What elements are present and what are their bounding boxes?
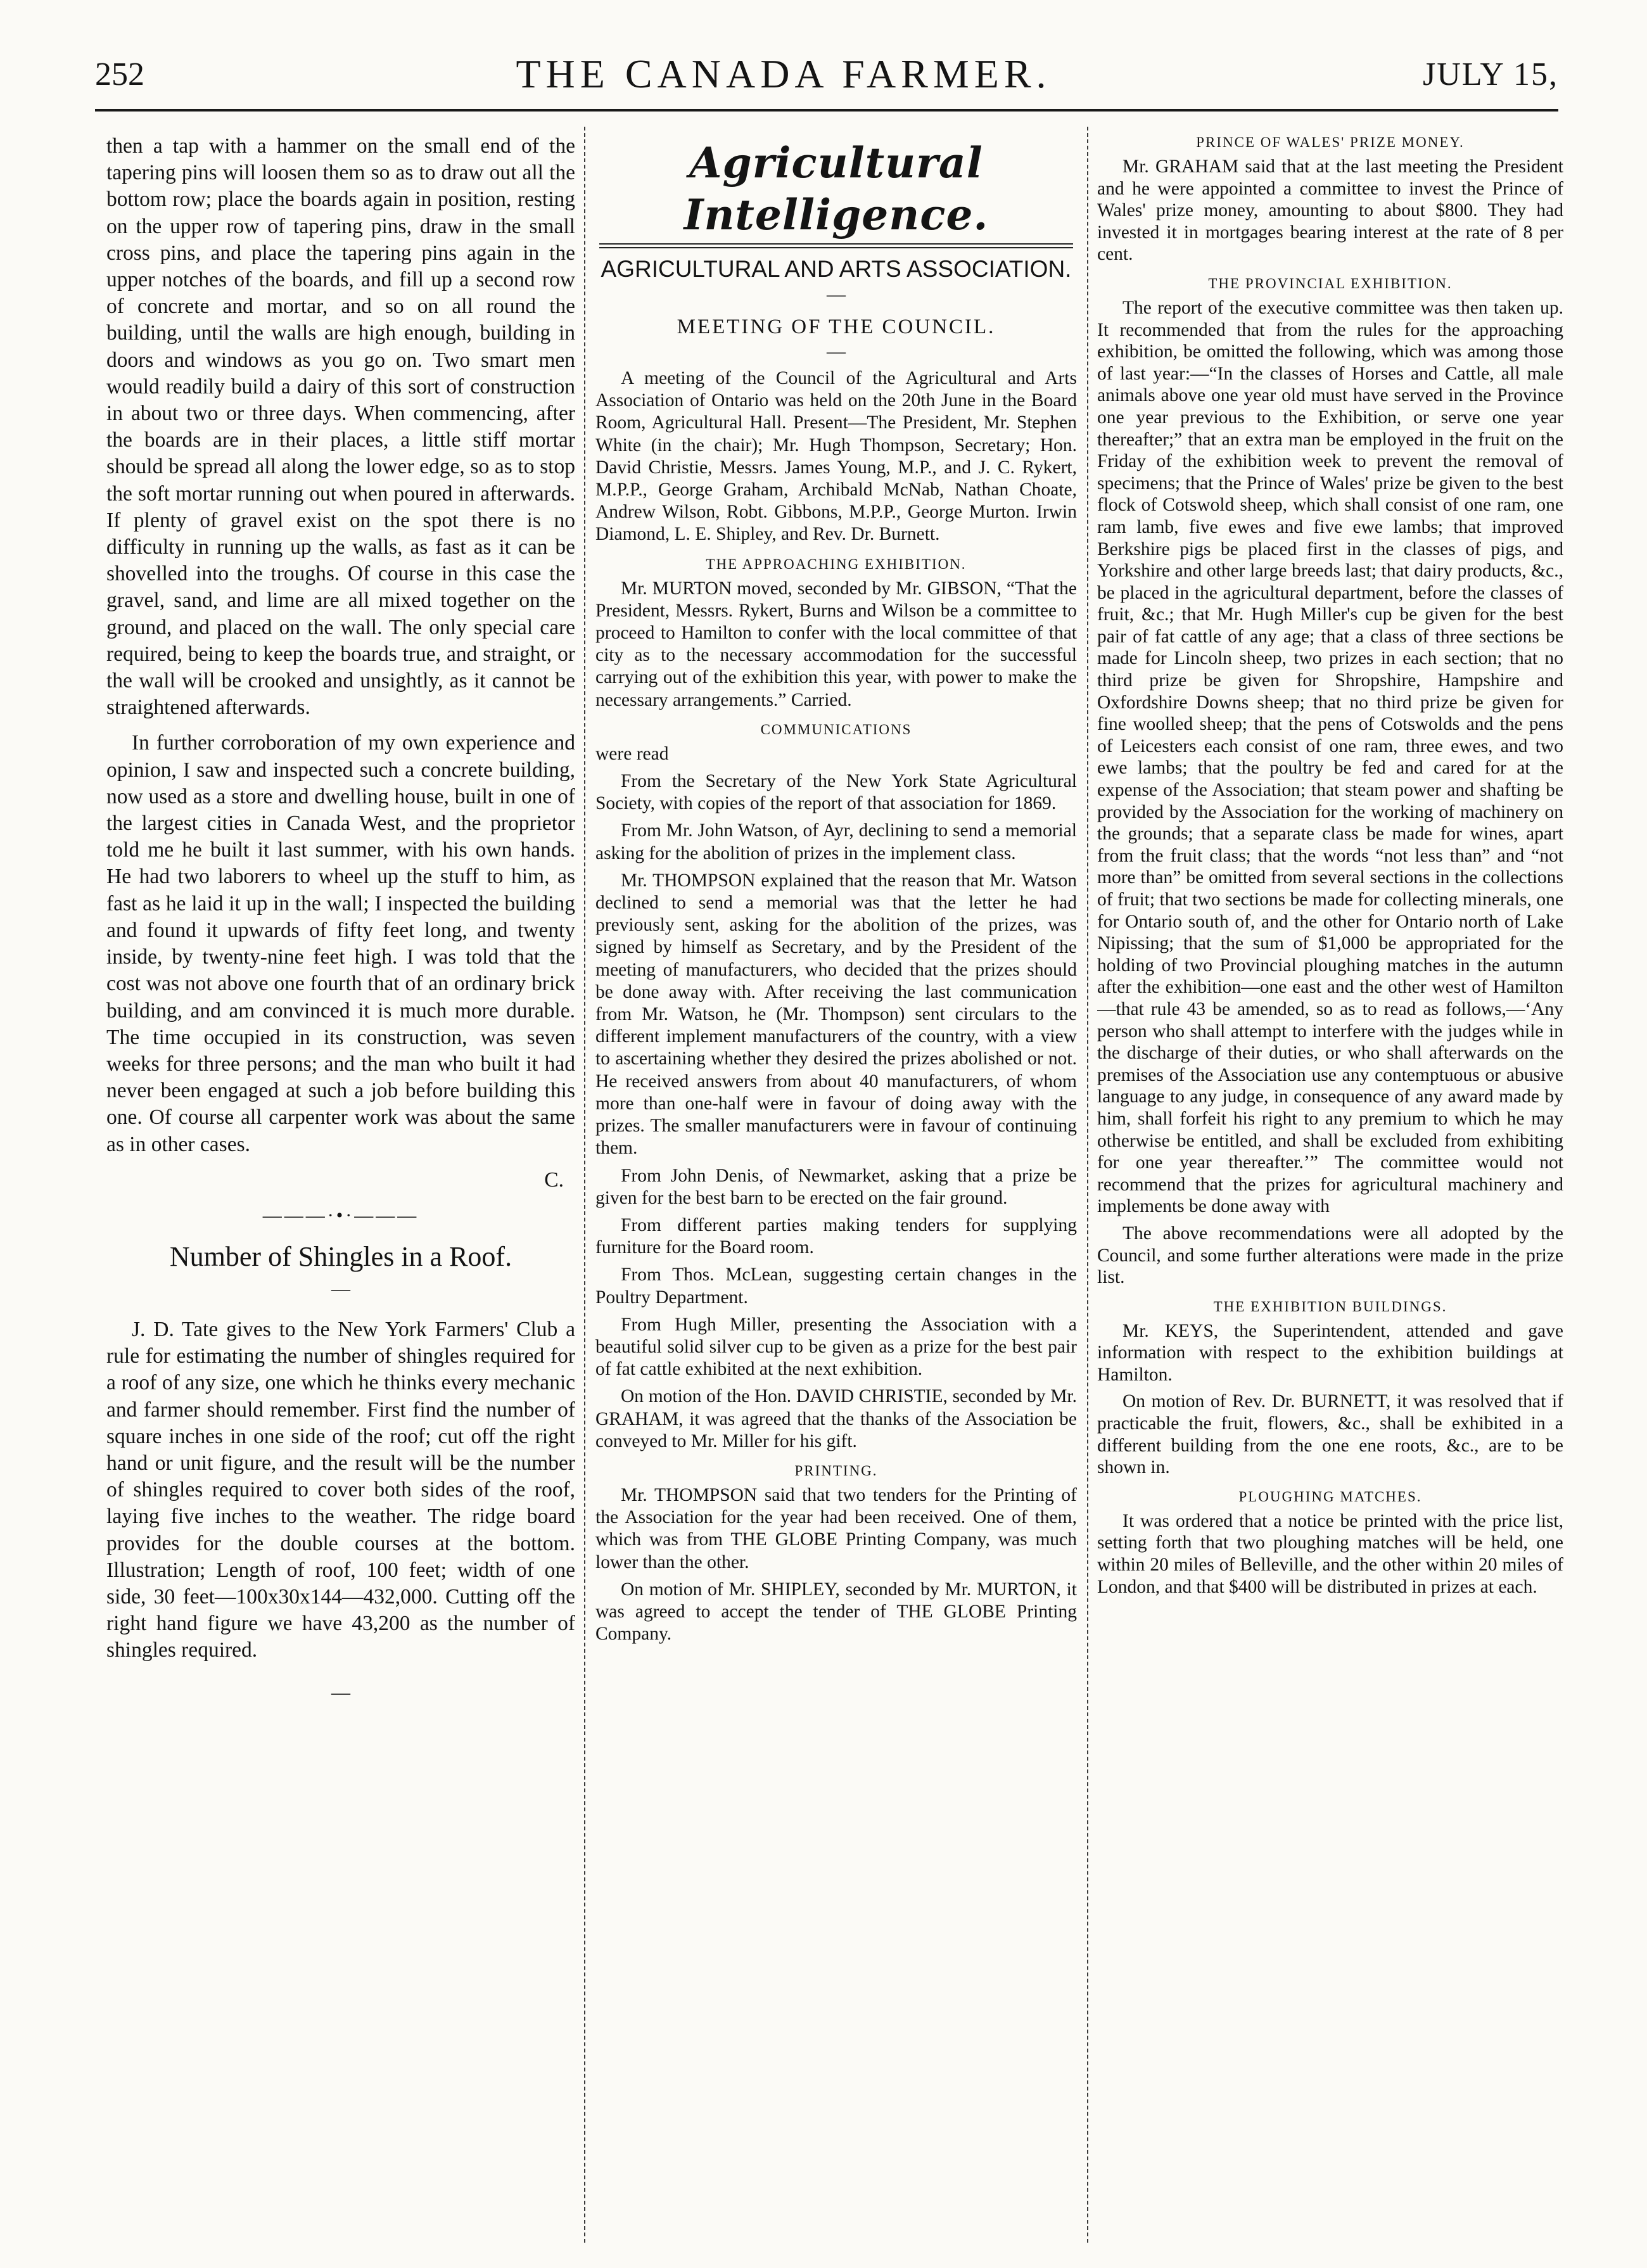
printing-paragraph: Mr. THOMPSON said that two tenders for the Printing of the Association for the year had been received. One of them, which was from THE GLOBE Printing Company, was much lower than the other. xyxy=(595,1484,1077,1572)
author-signature: C. xyxy=(544,1168,564,1192)
superintendent-paragraph: Mr. KEYS, the Superintendent, attended and gave information with respect to the exhibition buildings at Hamilton. xyxy=(1097,1320,1563,1385)
shingles-article-title: Number of Shingles in a Roof. xyxy=(169,1240,512,1272)
column-rule-right xyxy=(1087,127,1088,2243)
approaching-exhibition-heading: THE APPROACHING EXHIBITION. xyxy=(706,556,967,572)
communication-item: From the Secretary of the New York State Agricultural Society, with copies of the report of that association for 1869. xyxy=(595,771,1077,814)
communication-item: From Hugh Miller, presenting the Association with a beautiful solid silver cup to be given as a prize for the best pair of fat cattle exhibited at the next exhibition. xyxy=(595,1314,1077,1380)
communication-item: On motion of the Hon. DAVID CHRISTIE, seconded by Mr. GRAHAM, it was agreed that the thanks of the Association be conveyed to Mr. Miller for his gift. xyxy=(595,1386,1077,1451)
communication-item: From Mr. John Watson, of Ayr, declining to send a memorial asking for the abolition of prizes in the implement class. xyxy=(595,820,1077,863)
committee-report-paragraph: The report of the executive committee was then taken up. It recommended that from the rules for the approaching exhibition, be omitted the following, which was among those of last year:—“In the classes of Horses and Cattle, all male animals above one year old must have served in the Province one year previous to the Exhibition, or serve one year thereafter;” that an extra man be employed in the fruit on the Friday of the exhibition week to prevent the removal of specimens; that the Prince of Wales' prize be given to the best flock of Cotswold sheep, which shall consist of one ram, one ram lamb, five ewes and five ewe lambs; that improved Berkshire pigs be placed first in the classes of pigs, and Yorkshire and other large breeds last; that dairy products, &c., be placed in the agricultural department, before the classes of fruit, &c.; that Mr. Hugh Miller's cup be given for the best pair of fat cattle of any age; that a class of three sections be made for Lincoln sheep, two prizes in each section; that no third prize be given for Shropshire, Hampshire and Oxfordshire Downs sheep; that no third prize be given for fine woolled sheep; that the pens of Cotswolds and the pens of Leicesters each consist of one ram, three ewes, and two ewe lambs; that the poultry be fed and cared for at the expense of the Association; that steam power and shafting be provided by the Association for the working of machinery on the grounds; that a separate class be made for wines, apart from the fruit class; that the words “not less than” and “not more than” be omitted from several sections in the collections of fruit; that two sections be made for collecting minerals, one for Ontario south of, and the other for Ontario north of Lake Nipissing; that the sum of $1,000 be appropriated for the holding of two Provincial ploughing matches in the autumn after the exhibition—one east and the other west of Hamilton—that rule 43 be amended, so as to read as follows,—‘Any person who shall attempt to interfere with the judges while in the discharge of their duties, or who shall afterwards on the premises of the Association use any contemptuous or abusive language to any judge, in consequence of any award made by him, shall forfeit his right to any premium to which he may otherwise be entitled, and shall be excluded from exhibiting for one year thereafter.’” The committee would not recommend that the prizes for agricultural machinery and implements be done away with xyxy=(1097,297,1563,1217)
ploughing-matches-heading: PLOUGHING MATCHES. xyxy=(1238,1488,1422,1505)
title-dash: — xyxy=(331,1278,350,1299)
communication-item: Mr. THOMPSON explained that the reason that Mr. Watson declined to send a memorial was that the letter he had previously sent, asking for the abolition of the prizes, was signed by himself as Secretary, and by the President of the meeting of manufacturers, who decided that the prizes should be done away with. After receiving the last communication from Mr. Watson, he (Mr. Thompson) sent circulars to the different implement manufacturers of the country, with a view to ascertaining whether they desired the prizes abolished or not. He received answers from about 40 manufacturers, of whom more than one-half were in favour of doing away with the prizes. The smaller manufacturers were in favour of continuing them. xyxy=(595,870,1077,1159)
prize-money-heading: PRINCE OF WALES' PRIZE MONEY. xyxy=(1196,134,1465,150)
meeting-heading: MEETING OF THE COUNCIL. xyxy=(677,315,996,338)
masthead-rule xyxy=(599,243,1073,248)
concrete-paragraph-continued: then a tap with a hammer on the small end of the tapering pins will loosen them so as to draw out all the bottom row; place the boards again in position, resting on the upper row of tapering pins, draw in the small cross pins, and place the tapering pins again in the upper notches of the boards, and fill up a second row of concrete and mortar, and so on all round the building, until the walls are high enough, building in doors and windows as you go on. Two smart men would readily build a dairy of this sort of construction in about two or three days. When commencing, after the boards are in their places, a little stiff mortar should be spread all along the lower edge, so as to stop the soft mortar running out when poured in afterwards. If plenty of gravel exist on the spot there is no difficulty in running up the walls, as fast as it can be shovelled into the troughs. Of course in this case the gravel, sand, and lime are all mixed together on the ground, and placed on the wall. The only special care required, being to keep the boards true, and straight, or the wall will be crooked and unsightly, as it cannot be straightened afterwards. xyxy=(106,134,575,720)
journal-title: THE CANADA FARMER. xyxy=(516,51,1052,96)
printing-motion-paragraph: On motion of Mr. SHIPLEY, seconded by Mr. MURTON, it was agreed to accept the tender of THE GLOBE Printing Company. xyxy=(595,1579,1077,1645)
communications-heading: COMMUNICATIONS xyxy=(760,721,912,737)
ploughing-paragraph: It was ordered that a notice be printed with the price list, setting forth that two ploughing matches will be held, one within 20 miles of Belleville, and the other within 20 miles of London, and that $400 will be distributed in prizes at each. xyxy=(1097,1510,1563,1597)
prize-money-paragraph: Mr. GRAHAM said that at the last meeting the President and he were appointed a committee to invest the Prince of Wales' prize money, amounting to about $800. They had invested it in mortgages bearing interest at the rate of 8 per cent. xyxy=(1097,156,1563,265)
communication-item: From different parties making tenders for supplying furniture for the Board room. xyxy=(595,1214,1077,1258)
exhibition-motion-paragraph: Mr. MURTON moved, seconded by Mr. GIBSON, “That the President, Messrs. Rykert, Burns and Wilson be a committee to proceed to Hamilton to confer with the local committee of that city as to the necessary accommodation for the successful carrying out of the exhibition this year, with power to make the necessary arrangements.” Carried. xyxy=(595,578,1077,710)
column-rule-left xyxy=(584,127,585,2243)
column-middle xyxy=(595,133,1077,2243)
exhibition-buildings-heading: THE EXHIBITION BUILDINGS. xyxy=(1213,1298,1447,1315)
communication-item: From Thos. McLean, suggesting certain changes in the Poultry Department. xyxy=(595,1265,1077,1308)
association-heading: AGRICULTURAL AND ARTS ASSOCIATION. xyxy=(601,256,1072,282)
shingles-paragraph: J. D. Tate gives to the New York Farmers' Club a rule for estimating the number of shingles required for a roof of any size, one which he thinks every mechanic and farmer should remember. First find the number of square inches in one side of the roof; cut off the right hand or unit figure, and the result will be the number of shingles required to cover both sides of the roof, laying five inches to the weather. The ridge board provides for the double courses at the bottom. Illustration; Length of roof, 100 feet; width of one side, 30 feet—100x30x144—432,000. Cutting off the right hand figure we have 43,200 as the number of shingles required. xyxy=(106,1317,575,1662)
meeting-paragraph: A meeting of the Council of the Agricultural and Arts Association of Ontario was held on the 20th June in the Board Room, Agricultural Hall. Present—The President, Mr. Stephen White (in the chair); Mr. Hugh Thompson, Secretary; Hon. David Christie, Messrs. James Young, M.P., and J. C. Rykert, M.P.P., George Graham, Archibald McNab, Nathan Choate, Andrew Wilson, Robt. Gibbons, M.P.P., George Murton. Irwin Diamond, L. E. Shipley, and Rev. Dr. Burnett. xyxy=(595,368,1077,545)
page-number: 252 xyxy=(95,56,144,92)
buildings-motion-paragraph: On motion of Rev. Dr. BURNETT, it was resolved that if practicable the fruit, flowers, &c., shall be exhibited in a different building from the one ene roots, &c., are to be shown in. xyxy=(1097,1391,1563,1478)
section-masthead: Agricultural Intelligence. xyxy=(684,138,989,239)
meeting-dash: — xyxy=(827,341,846,362)
communication-item: From John Denis, of Newmarket, asking that a prize be given for the best barn to be erected on the fair ground. xyxy=(595,1165,1077,1208)
page-header xyxy=(95,39,1558,111)
article-separator: ———·•·——— xyxy=(262,1204,419,1226)
column-left xyxy=(106,133,575,2243)
concrete-corroboration-paragraph: In further corroboration of my own experience and opinion, I saw and inspected such a concrete building, now used as a store and dwelling house, built in one of the largest cities in Canada West, and the proprietor told me he built it last summer, with his own hands. He had two laborers to wheel up the stuff to him, as fast as he laid it up in the wall; I inspected the building and found it upwards of fifty feet long, and twenty inside, by twenty-nine feet high. I was told that the cost was not above one fourth that of an ordinary brick building, and am convinced it is much more durable. The time occupied in its construction, was seven weeks for three persons; and the man who built it had never been engaged at such a job before building this one. Of course all carpenter work was about the same as in other cases. xyxy=(106,731,575,1156)
communications-intro: were read xyxy=(595,743,669,764)
issue-date: JULY 15, xyxy=(1423,56,1558,92)
recommendations-adopted-paragraph: The above recommendations were all adopted by the Council, and some further alterations were made in the prize list. xyxy=(1097,1223,1563,1288)
end-dash: — xyxy=(331,1681,350,1703)
heading-dash: — xyxy=(827,284,846,305)
provincial-exhibition-heading: THE PROVINCIAL EXHIBITION. xyxy=(1208,275,1453,291)
printing-heading: PRINTING. xyxy=(794,1462,878,1479)
column-right xyxy=(1097,133,1563,2243)
